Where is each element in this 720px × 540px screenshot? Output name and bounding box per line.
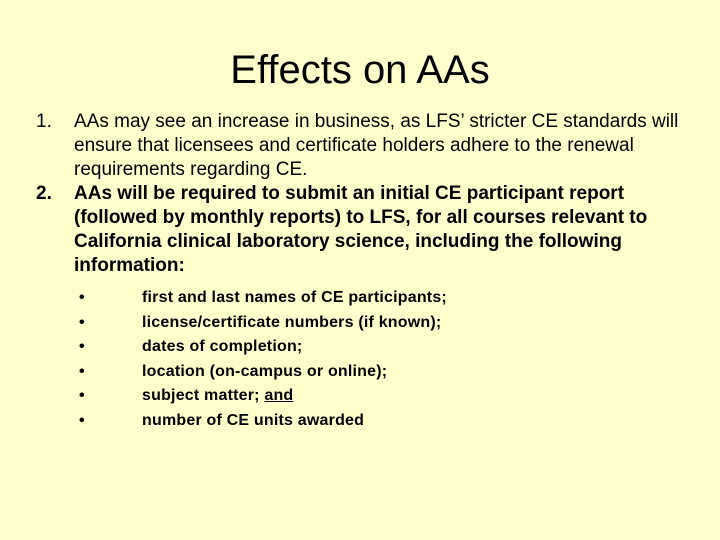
numbered-list	[36, 110, 706, 433]
bullet-marker: •	[79, 313, 85, 331]
bullet-text: subject matter;	[142, 387, 265, 404]
slide-title: Effects on AAs	[230, 48, 490, 92]
list-item-text: AAs may see an increase in business, as LFS’ stricter CE standards will ensure that licensees and certificate holders adhere to the renewal requirements regarding CE.	[74, 111, 679, 180]
bullet-list	[74, 286, 706, 433]
bullet-text: number of CE units awarded	[142, 411, 365, 429]
bullet-item	[74, 335, 706, 360]
list-item-1	[36, 110, 706, 182]
bullet-text: first and last names of CE participants;	[142, 289, 447, 306]
bullet-text: dates of completion;	[142, 338, 303, 355]
bullet-text: location (on-campus or online);	[142, 362, 388, 380]
bullet-marker: •	[79, 411, 85, 429]
list-number: 2.	[36, 183, 52, 204]
bullet-text: license/certificate numbers (if known);	[142, 313, 442, 331]
list-item-text: AAs will be required to submit an initial CE participant report (followed by monthly reports) to LFS, for all courses relevant to California clinical laboratory science, including the following information:	[74, 183, 648, 276]
bullet-item	[74, 360, 706, 385]
bullet-marker: •	[79, 387, 85, 404]
bullet-marker: •	[79, 362, 85, 380]
bullet-underlined-text: and	[264, 387, 294, 404]
bullet-item	[74, 311, 706, 336]
bullet-marker: •	[79, 289, 85, 306]
bullet-item	[74, 409, 706, 434]
list-number: 1.	[36, 111, 52, 132]
bullet-marker: •	[79, 338, 85, 355]
bullet-item	[74, 384, 706, 409]
bullet-item	[74, 286, 706, 311]
list-item-2	[36, 182, 706, 433]
